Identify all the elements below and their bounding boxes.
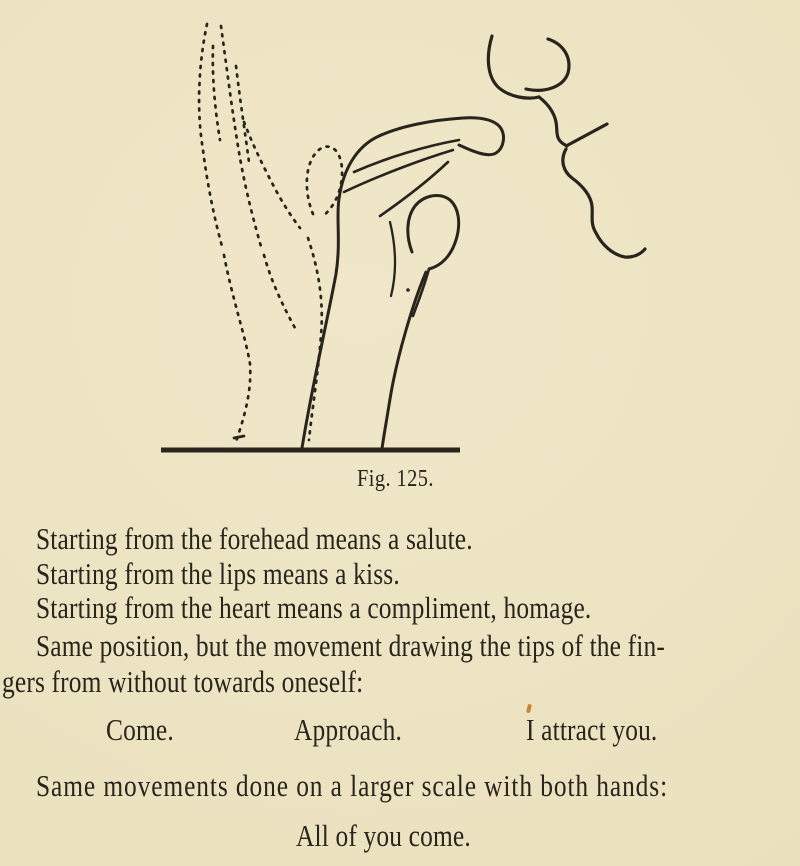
text-line-heart-compliment: Starting from the heart means a compliment, homage.: [36, 590, 592, 625]
ghost-hand-dotted-outline: [199, 24, 342, 442]
text-line-same-position: Same position, but the movement drawing the tips of the fin-: [36, 628, 666, 663]
text-line-towards-oneself: gers from without towards oneself:: [2, 664, 364, 699]
face-profile-outline: [488, 36, 645, 257]
gesture-word-come: Come.: [106, 712, 174, 747]
gesture-word-i-attract-you: I attract you.: [526, 712, 658, 747]
gesture-word-approach: Approach.: [294, 712, 403, 747]
text-line-lips-kiss: Starting from the lips means a kiss.: [36, 556, 400, 591]
text-line-all-of-you-come: All of you come.: [296, 818, 471, 853]
figure-caption: Fig. 125.: [357, 466, 434, 492]
solid-hand-outline: [302, 118, 503, 449]
text-line-forehead-salute: Starting from the forehead means a salute.: [36, 521, 473, 556]
text-line-larger-scale: Same movements done on a larger scale with both hands:: [36, 768, 669, 803]
